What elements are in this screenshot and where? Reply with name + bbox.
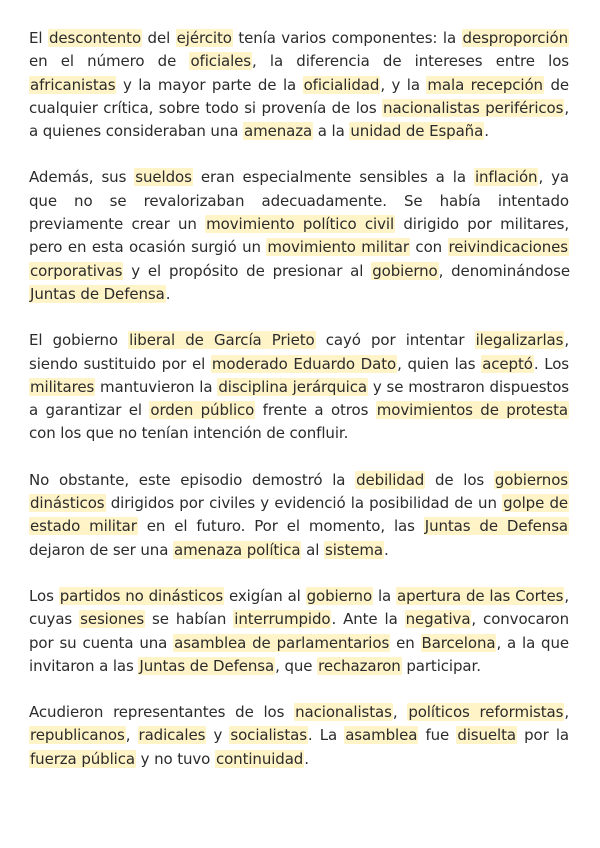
text-segment: con los que no tenían intención de confluir. bbox=[29, 424, 349, 443]
highlighted-term: amenaza bbox=[244, 122, 313, 141]
highlighted-term: Juntas de Defensa bbox=[139, 656, 275, 675]
text-segment: y el propósito de presionar al bbox=[123, 261, 372, 280]
text-segment: , la diferencia de intereses entre los bbox=[252, 52, 569, 71]
text-segment: participar. bbox=[401, 656, 481, 675]
paragraph-4 bbox=[29, 469, 569, 562]
text-segment: con bbox=[409, 238, 448, 257]
text-segment: , cuyas bbox=[29, 586, 569, 629]
highlighted-term: disuelta bbox=[457, 726, 516, 745]
highlighted-term: Juntas de Defensa bbox=[30, 284, 165, 303]
highlighted-term: movimiento militar bbox=[267, 238, 409, 257]
highlighted-term: oficiales bbox=[190, 52, 252, 71]
text-segment: en bbox=[390, 633, 421, 652]
highlighted-term: golpe de estado militar bbox=[30, 494, 568, 536]
text-segment: , bbox=[125, 726, 138, 745]
highlighted-term: fuerza pública bbox=[30, 749, 135, 768]
highlighted-term: continuidad bbox=[215, 749, 304, 768]
text-segment: se habían bbox=[145, 610, 234, 629]
highlighted-term: interrumpido bbox=[234, 610, 331, 629]
highlighted-term: negativa bbox=[405, 610, 471, 629]
text-segment: . bbox=[384, 540, 389, 559]
paragraph-6 bbox=[29, 701, 569, 771]
highlighted-term: asamblea bbox=[345, 726, 418, 745]
highlighted-term: gobiernos dinásticos bbox=[30, 470, 568, 513]
text-segment: , a quienes consideraban una bbox=[29, 98, 569, 141]
text-segment: . La bbox=[307, 726, 345, 745]
text-segment: , bbox=[392, 703, 408, 722]
highlighted-term: apertura de las Cortes bbox=[397, 586, 564, 605]
text-segment: mantuvieron la bbox=[95, 377, 218, 396]
text-segment: y bbox=[206, 726, 230, 745]
text-segment: Acudieron representantes de los bbox=[29, 703, 295, 722]
text-segment: , quien las bbox=[397, 354, 482, 373]
text-segment: El bbox=[29, 29, 48, 47]
text-segment: No obstante, este episodio demostró la bbox=[29, 470, 356, 489]
highlighted-term: inflación bbox=[474, 168, 538, 187]
text-segment: por la bbox=[517, 726, 569, 745]
text-segment: dirigidos por civiles y evidenció la posibilidad de un bbox=[105, 494, 503, 513]
highlighted-term: orden público bbox=[150, 401, 255, 420]
text-segment: al bbox=[301, 540, 324, 559]
text-segment: , bbox=[564, 703, 569, 722]
highlighted-term: mala recepción bbox=[427, 75, 543, 94]
text-segment: frente a otros bbox=[255, 401, 376, 420]
text-segment: tenía varios componentes: la bbox=[232, 29, 462, 47]
highlighted-term: rechazaron bbox=[318, 656, 401, 675]
highlighted-term: debilidad bbox=[356, 470, 425, 489]
highlighted-term: africanistas bbox=[30, 75, 116, 94]
paragraph-5 bbox=[29, 585, 569, 678]
highlighted-term: amenaza política bbox=[173, 540, 301, 559]
text-segment: Los bbox=[29, 586, 59, 605]
highlighted-term: gobierno bbox=[372, 261, 438, 280]
highlighted-term: unidad de España bbox=[350, 122, 484, 141]
text-segment: Además, sus bbox=[29, 168, 135, 187]
paragraph-3 bbox=[29, 329, 569, 445]
highlighted-term: gobierno bbox=[306, 586, 373, 605]
text-segment: del bbox=[142, 29, 176, 47]
highlighted-term: nacionalistas periféricos bbox=[383, 98, 564, 117]
text-segment: . bbox=[304, 749, 309, 768]
highlighted-term: ejército bbox=[176, 29, 232, 47]
highlighted-term: políticos reformistas bbox=[408, 703, 564, 722]
highlighted-term: nacionalistas bbox=[295, 703, 392, 722]
text-segment: dejaron de ser una bbox=[29, 540, 173, 559]
text-segment: , ya que no se revalorizaban adecuadamente. Se había intentado previamente crear un bbox=[29, 168, 569, 234]
text-segment: , convocaron por su cuenta una bbox=[29, 610, 569, 652]
paragraph-1 bbox=[29, 27, 569, 143]
highlighted-term: socialistas bbox=[230, 726, 307, 745]
text-segment: , siendo sustituido por el bbox=[29, 331, 569, 373]
highlighted-term: disciplina jerárquica bbox=[218, 377, 367, 396]
text-segment: de los bbox=[425, 470, 494, 489]
text-segment: , que bbox=[275, 656, 318, 675]
text-segment: . bbox=[165, 284, 171, 303]
paragraph-2 bbox=[29, 166, 569, 306]
highlighted-term: Barcelona bbox=[421, 633, 496, 652]
highlighted-term: movimientos de protesta bbox=[376, 401, 568, 420]
text-segment: exigían al bbox=[224, 586, 306, 605]
text-segment: , y la bbox=[380, 75, 427, 94]
text-segment: , a la que invitaron a las bbox=[29, 633, 570, 675]
text-segment: en el futuro. Por el momento, las bbox=[137, 517, 424, 536]
highlighted-term: liberal de García Prieto bbox=[129, 331, 315, 350]
text-segment: eran especialmente sensibles a la bbox=[192, 168, 474, 187]
text-segment: dirigido por militares, pero en esta ocasión surgió un bbox=[29, 215, 570, 257]
highlighted-term: radicales bbox=[138, 726, 206, 745]
text-segment: . Los bbox=[533, 354, 570, 373]
highlighted-term: moderado Eduardo Dato bbox=[211, 354, 397, 373]
highlighted-term: sistema bbox=[324, 540, 383, 559]
highlighted-term: oficialidad bbox=[303, 75, 380, 94]
highlighted-term: ilegalizarlas bbox=[475, 331, 564, 350]
text-segment: y se mostraron dispuestos a garantizar el bbox=[29, 377, 569, 420]
highlighted-term: movimiento político civil bbox=[206, 215, 395, 234]
highlighted-term: asamblea de parlamentarios bbox=[174, 633, 390, 652]
highlighted-term: militares bbox=[30, 377, 95, 396]
text-segment: . bbox=[484, 122, 489, 141]
text-segment: la bbox=[373, 586, 396, 605]
text-segment: , denominándose bbox=[438, 261, 571, 280]
highlighted-term: descontento bbox=[48, 29, 142, 47]
text-segment: y la mayor parte de la bbox=[116, 75, 303, 94]
text-segment: en el número de bbox=[29, 52, 190, 71]
highlighted-term: sesiones bbox=[80, 610, 145, 629]
highlighted-term: sueldos bbox=[135, 168, 192, 187]
text-segment: y no tuvo bbox=[135, 749, 215, 768]
highlighted-term: Juntas de Defensa bbox=[424, 517, 569, 536]
text-segment: fue bbox=[418, 726, 457, 745]
text-segment: a la bbox=[313, 122, 350, 141]
highlighted-term: republicanos bbox=[30, 726, 125, 745]
highlighted-term: partidos no dinásticos bbox=[59, 586, 224, 605]
highlighted-term: desproporción bbox=[462, 29, 568, 47]
text-segment: de cualquier crítica, sobre todo si provenía de los bbox=[29, 75, 570, 117]
text-segment: cayó por intentar bbox=[315, 331, 475, 350]
highlighted-term: aceptó bbox=[482, 354, 533, 373]
highlighted-term: reivindicaciones corporativas bbox=[30, 238, 568, 280]
text-segment: El gobierno bbox=[29, 331, 129, 350]
text-segment: . Ante la bbox=[331, 610, 405, 629]
